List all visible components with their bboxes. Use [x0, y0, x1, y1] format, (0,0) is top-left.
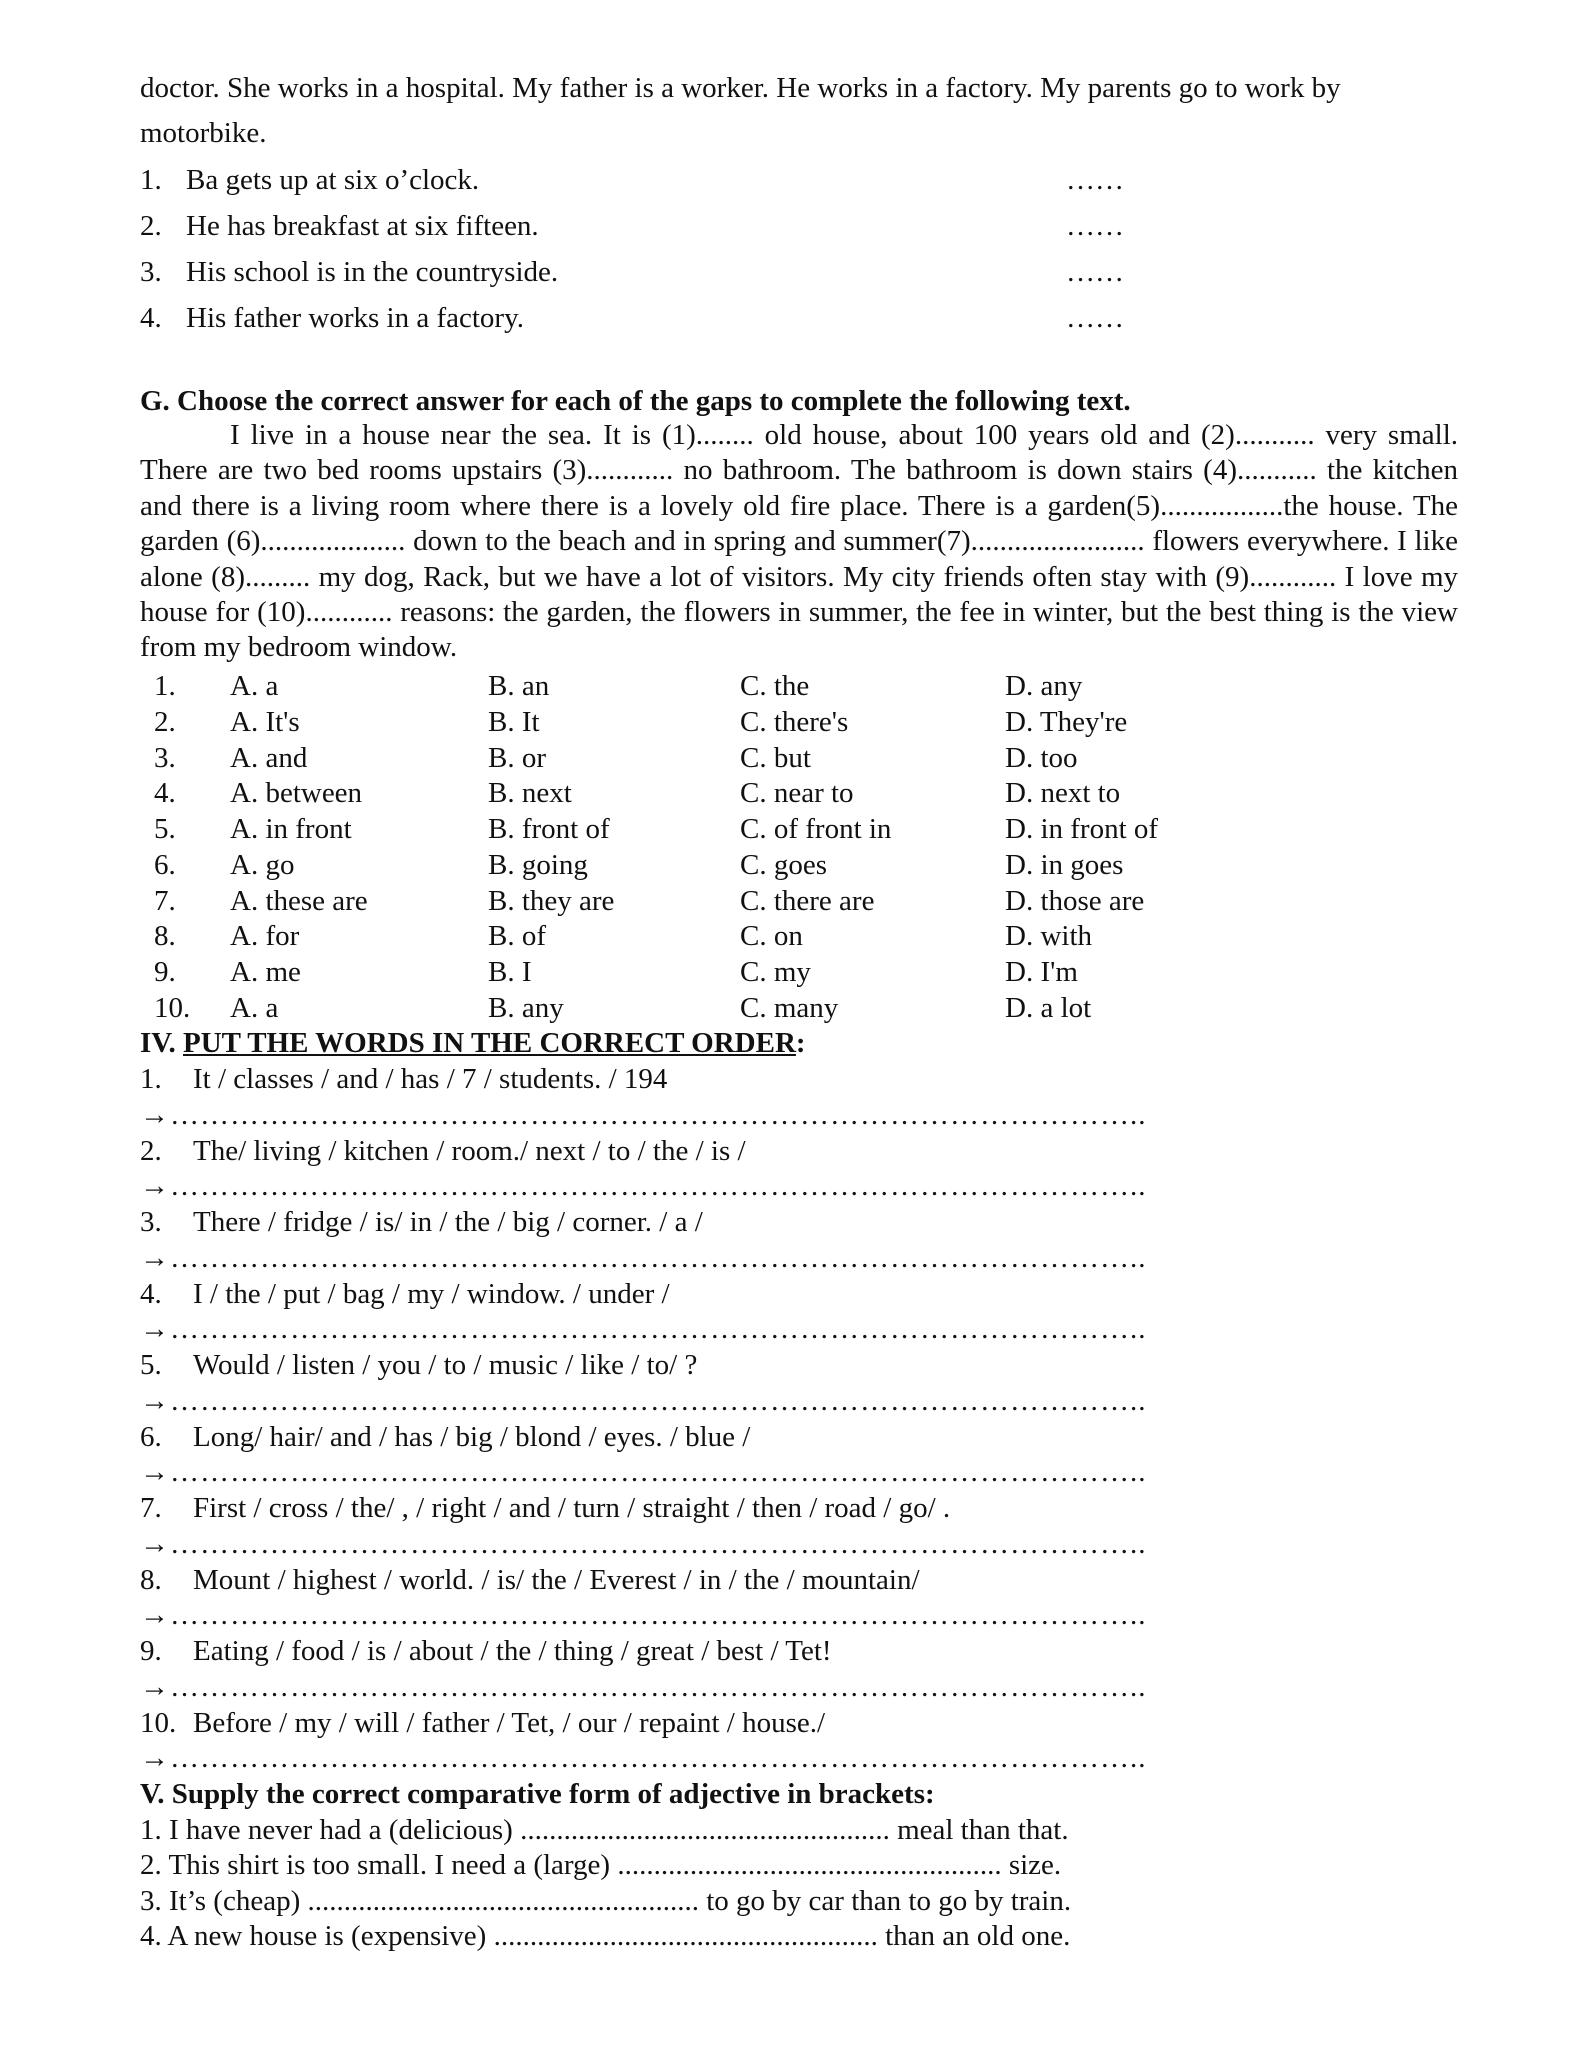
section-v-heading: V. Supply the correct comparative form of adjective in brackets: — [140, 1778, 935, 1810]
reorder-words: Long/ hair/ and / has / big / blond / eyes. / blue / — [193, 1421, 751, 1453]
tf-text: His school is in the countryside. — [186, 256, 559, 288]
reorder-num: 6. — [140, 1421, 162, 1453]
reorder-words: Would / listen / you / to / music / like / to/ ? — [193, 1349, 698, 1381]
option-num: 6. — [154, 849, 176, 881]
reorder-words: Mount / highest / world. / is/ the / Everest / in / the / mountain/ — [193, 1564, 920, 1596]
tf-blank: …… — [1066, 210, 1124, 242]
blank-dots: ................................................... — [520, 1814, 890, 1846]
section-iv-title: PUT THE WORDS IN THE CORRECT ORDER — [183, 1027, 796, 1059]
reorder-words: It / classes / and / has / 7 / students. / 194 — [193, 1063, 668, 1095]
sentence-end: meal than that. — [889, 1814, 1069, 1846]
sentence-end: to go by car than to go by train. — [699, 1885, 1072, 1917]
reorder-num: 1. — [140, 1063, 162, 1095]
reorder-num: 7. — [140, 1492, 162, 1524]
sentence-end: size. — [1001, 1849, 1062, 1881]
intro-line-1: doctor. She works in a hospital. My father is a worker. He works in a factory. My parents go to work by — [140, 72, 1341, 104]
section-iv-prefix: IV. — [140, 1027, 183, 1059]
intro-line-2: motorbike. — [140, 117, 267, 149]
comparative-item — [140, 1847, 1061, 1883]
answer-line: →…………………………………………………………………………………….. — [140, 1456, 1147, 1488]
reorder-words: First / cross / the/ , / right / and / turn / straight / then / road / go/ . — [193, 1492, 951, 1524]
option-c: C. many — [740, 992, 839, 1024]
option-d: D. in goes — [1005, 849, 1124, 881]
comparative-item — [140, 1883, 1071, 1919]
reorder-words: Before / my / will / father / Tet, / our / repaint / house./ — [193, 1707, 826, 1739]
option-b: B. front of — [488, 813, 610, 845]
option-a: A. and — [230, 742, 308, 774]
option-c: C. but — [740, 742, 811, 774]
reorder-num: 8. — [140, 1564, 162, 1596]
option-a: A. these are — [230, 885, 368, 917]
option-b: B. going — [488, 849, 588, 881]
tf-text: Ba gets up at six o’clock. — [186, 164, 480, 196]
option-d: D. They're — [1005, 706, 1128, 738]
option-num: 10. — [154, 992, 191, 1024]
blank-dots: ..................................................... — [617, 1849, 1002, 1881]
option-c: C. there are — [740, 885, 875, 917]
option-d: D. next to — [1005, 777, 1121, 809]
sentence-end: than an old one. — [877, 1920, 1071, 1952]
answer-line: →…………………………………………………………………………………….. — [140, 1742, 1147, 1774]
answer-line: →…………………………………………………………………………………….. — [140, 1671, 1147, 1703]
comparative-item — [140, 1812, 1069, 1848]
section-iv-suffix: : — [795, 1027, 806, 1059]
section-g-heading: G. Choose the correct answer for each of the gaps to complete the following text. — [140, 385, 1131, 417]
comparative-item — [140, 1918, 1070, 1954]
option-a: A. a — [230, 670, 279, 702]
option-d: D. too — [1005, 742, 1078, 774]
option-c: C. the — [740, 670, 810, 702]
option-num: 9. — [154, 956, 176, 988]
tf-num: 4. — [140, 302, 162, 334]
option-a: A. in front — [230, 813, 352, 845]
option-b: B. they are — [488, 885, 615, 917]
reorder-num: 2. — [140, 1135, 162, 1167]
option-b: B. any — [488, 992, 564, 1024]
answer-line: →…………………………………………………………………………………….. — [140, 1385, 1147, 1417]
blank-dots: ...................................................... — [307, 1885, 699, 1917]
option-b: B. or — [488, 742, 546, 774]
option-a: A. between — [230, 777, 363, 809]
sentence-start: 4. A new house is (expensive) — [140, 1920, 494, 1952]
option-num: 2. — [154, 706, 176, 738]
answer-line: →…………………………………………………………………………………….. — [140, 1528, 1147, 1560]
tf-num: 2. — [140, 210, 162, 242]
tf-blank: …… — [1066, 256, 1124, 288]
option-a: A. a — [230, 992, 279, 1024]
option-b: B. an — [488, 670, 550, 702]
option-b: B. next — [488, 777, 572, 809]
option-d: D. with — [1005, 920, 1092, 952]
option-num: 3. — [154, 742, 176, 774]
option-d: D. a lot — [1005, 992, 1092, 1024]
tf-blank: …… — [1066, 164, 1124, 196]
reorder-num: 5. — [140, 1349, 162, 1381]
answer-line: →…………………………………………………………………………………….. — [140, 1599, 1147, 1631]
option-b: B. I — [488, 956, 532, 988]
option-b: B. It — [488, 706, 540, 738]
option-num: 5. — [154, 813, 176, 845]
option-d: D. those are — [1005, 885, 1145, 917]
sentence-start: 3. It’s (cheap) — [140, 1885, 308, 1917]
reorder-words: The/ living / kitchen / room./ next / to / the / is / — [193, 1135, 746, 1167]
section-g-passage — [140, 418, 1458, 666]
option-num: 7. — [154, 885, 176, 917]
option-d: D. any — [1005, 670, 1083, 702]
reorder-words: There / fridge / is/ in / the / big / corner. / a / — [193, 1206, 703, 1238]
answer-line: →…………………………………………………………………………………….. — [140, 1170, 1147, 1202]
reorder-num: 9. — [140, 1635, 162, 1667]
tf-num: 3. — [140, 256, 162, 288]
section-iv-heading — [140, 1025, 806, 1061]
option-c: C. my — [740, 956, 811, 988]
tf-text: His father works in a factory. — [186, 302, 524, 334]
option-c: C. near to — [740, 777, 854, 809]
option-c: C. there's — [740, 706, 849, 738]
reorder-words: I / the / put / bag / my / window. / under / — [193, 1278, 670, 1310]
option-d: D. I'm — [1005, 956, 1078, 988]
tf-text: He has breakfast at six fifteen. — [186, 210, 539, 242]
option-c: C. of front in — [740, 813, 892, 845]
reorder-num: 3. — [140, 1206, 162, 1238]
answer-line: →…………………………………………………………………………………….. — [140, 1313, 1147, 1345]
option-a: A. me — [230, 956, 301, 988]
answer-line: →…………………………………………………………………………………….. — [140, 1242, 1147, 1274]
option-a: A. go — [230, 849, 295, 881]
passage-text: I live in a house near the sea. It is (1)........ old house, about 100 years old and (2)........... very small. There are two bed rooms upstairs (3)............ no bathroom. The bathroom is down stairs (4)........... the kitchen and there is a living room where there is a lovely old fire place. There is a garden(5).................the house. The garden (6).................... down to the beach and in spring and summer(7)........................ flowers everywhere. I like alone (8)......... my dog, Rack, but we have a lot of visitors. My city friends often stay with (9)............ I love my house for (10)............ reasons: the garden, the flowers in summer, the fee in winter, but the best thing is the view from my bedroom window. — [140, 419, 1458, 664]
option-num: 1. — [154, 670, 176, 702]
sentence-start: 2. This shirt is too small. I need a (large) — [140, 1849, 618, 1881]
reorder-num: 4. — [140, 1278, 162, 1310]
tf-num: 1. — [140, 164, 162, 196]
option-a: A. It's — [230, 706, 300, 738]
sentence-start: 1. I have never had a (delicious) — [140, 1814, 521, 1846]
option-num: 4. — [154, 777, 176, 809]
option-a: A. for — [230, 920, 300, 952]
reorder-num: 10. — [140, 1707, 177, 1739]
option-c: C. on — [740, 920, 803, 952]
option-d: D. in front of — [1005, 813, 1159, 845]
option-c: C. goes — [740, 849, 827, 881]
reorder-words: Eating / food / is / about / the / thing / great / best / Tet! — [193, 1635, 832, 1667]
blank-dots: ..................................................... — [493, 1920, 878, 1952]
answer-line: →…………………………………………………………………………………….. — [140, 1099, 1147, 1131]
option-b: B. of — [488, 920, 546, 952]
tf-blank: …… — [1066, 302, 1124, 334]
option-num: 8. — [154, 920, 176, 952]
